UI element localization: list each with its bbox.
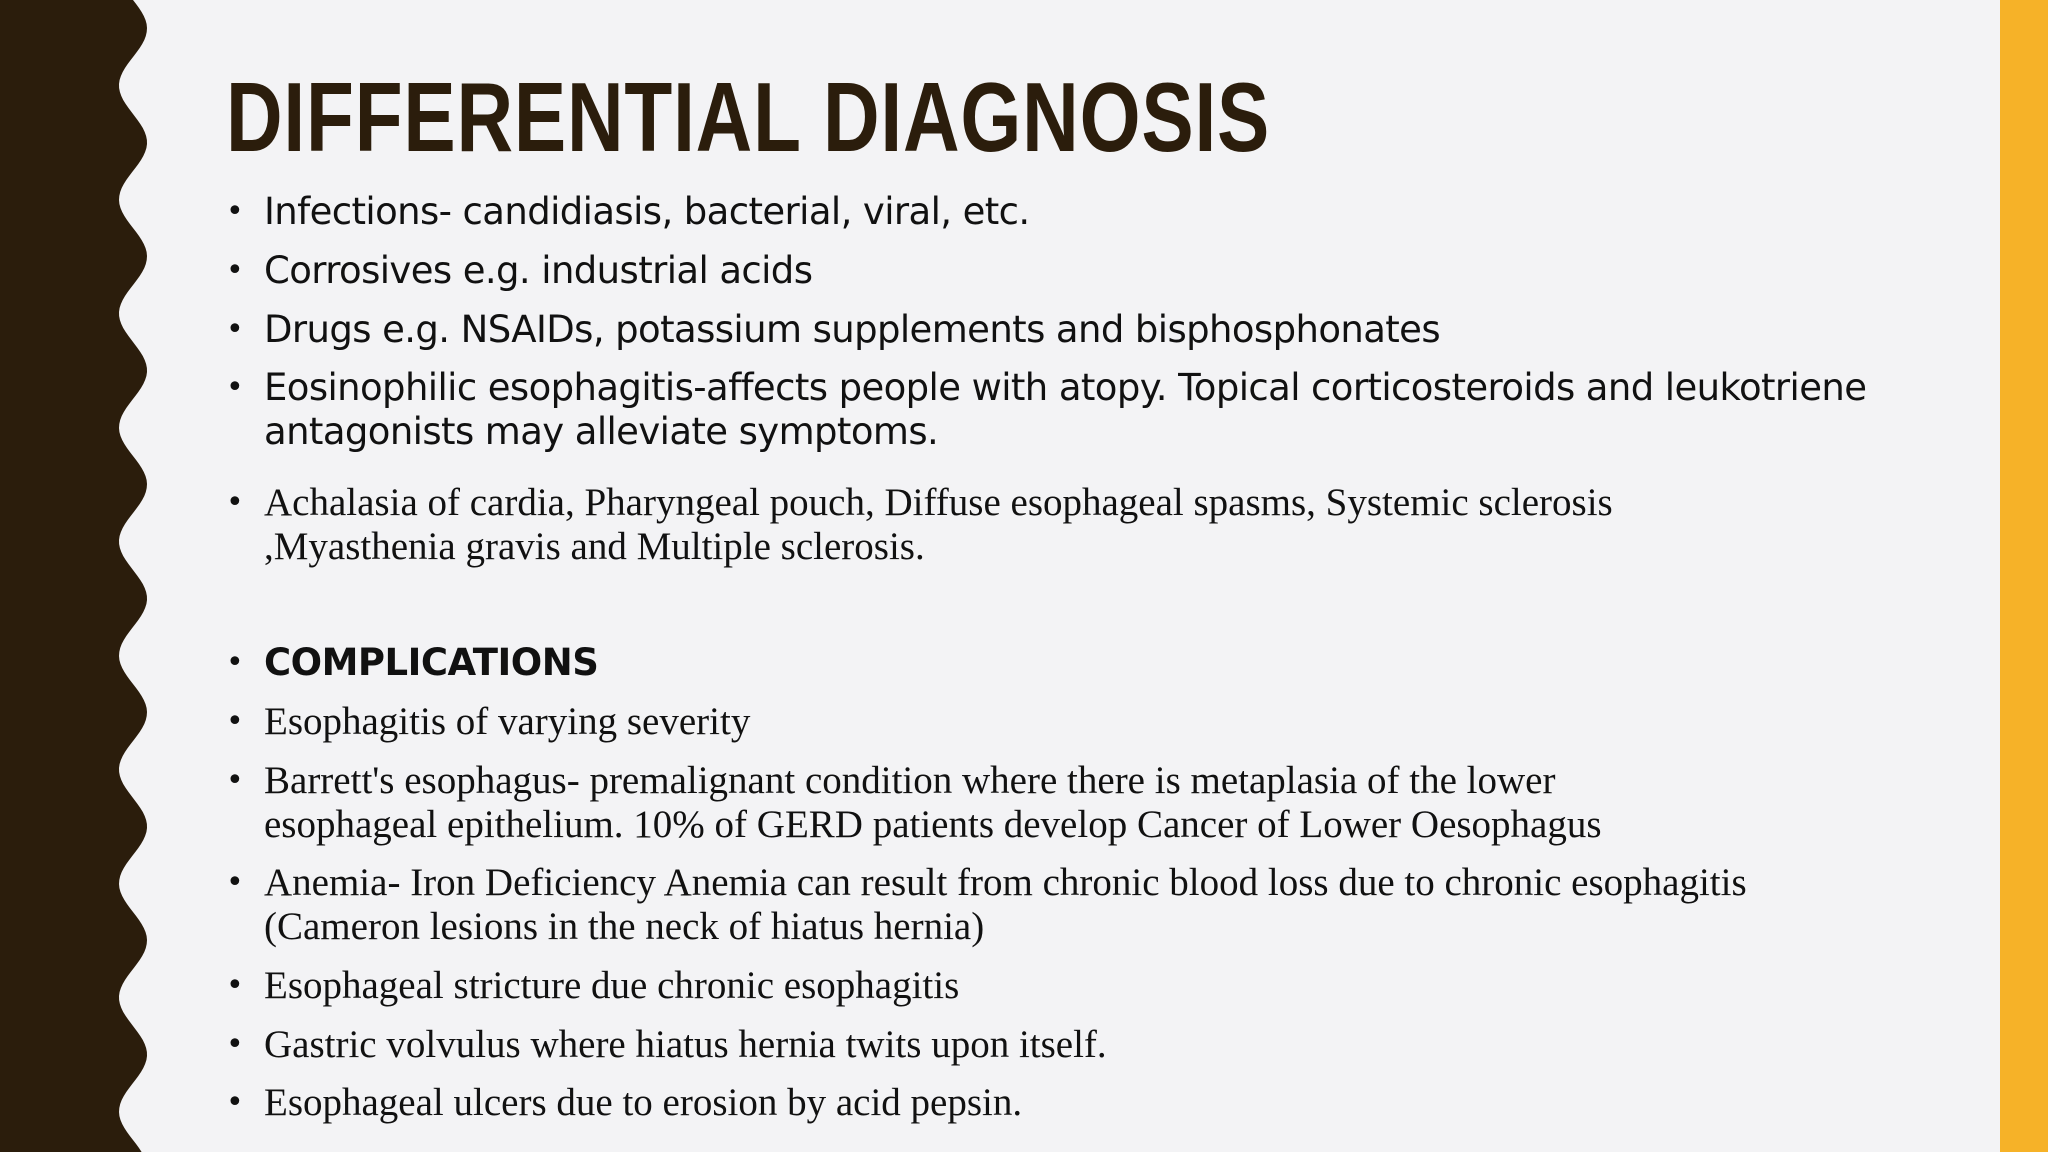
bullet-icon: •: [226, 194, 244, 229]
list-item: [226, 366, 1906, 454]
bullet-icon: •: [226, 865, 244, 900]
wavy-left-band: [0, 0, 160, 1152]
bullet-icon: •: [226, 645, 244, 680]
item-text-line-2: (Cameron lesions in the neck of hiatus hernia): [264, 905, 985, 948]
list-item: [226, 759, 1906, 847]
complications-heading: COMPLICATIONS: [264, 641, 599, 684]
item-text: Achalasia of cardia, Pharyngeal pouch, Diffuse esophageal spasms, Systemic sclerosis: [264, 481, 1613, 524]
item-text-line-2: esophageal epithelium. 10% of GERD patients develop Cancer of Lower Oesophagus: [264, 803, 1602, 846]
item-text: Drugs e.g. NSAIDs, potassium supplements and bisphosphonates: [264, 308, 1441, 351]
item-text: Gastric volvulus where hiatus hernia twits upon itself.: [264, 1023, 1107, 1066]
bullet-icon: •: [226, 312, 244, 347]
list-item: [226, 481, 1906, 569]
item-text: Anemia- Iron Deficiency Anemia can result from chronic blood loss due to chronic esophagitis: [264, 861, 1747, 904]
item-text-line-2: ,Myasthenia gravis and Multiple sclerosis.: [264, 525, 925, 568]
bullet-icon: •: [226, 968, 244, 1003]
item-text: Esophageal ulcers due to erosion by acid pepsin.: [264, 1081, 1023, 1124]
item-text-line-2: antagonists may alleviate symptoms.: [264, 410, 939, 453]
item-text: Esophageal stricture due chronic esophagitis: [264, 964, 960, 1007]
item-text: Infections- candidiasis, bacterial, viral, etc.: [264, 190, 1030, 233]
bullet-icon: •: [226, 1085, 244, 1120]
item-text: Esophagitis of varying severity: [264, 700, 751, 743]
item-text: Corrosives e.g. industrial acids: [264, 249, 813, 292]
bullet-icon: •: [226, 485, 244, 520]
bullet-icon: •: [226, 763, 244, 798]
item-text: Barrett's esophagus- premalignant condition where there is metaplasia of the lower: [264, 759, 1556, 802]
bullet-icon: •: [226, 370, 244, 405]
accent-right-bar: [2000, 0, 2048, 1152]
slide-title: DIFFERENTIAL DIAGNOSIS: [226, 62, 1271, 172]
item-text: Eosinophilic esophagitis-affects people with atopy. Topical corticosteroids and leukotriene: [264, 366, 1867, 409]
bullet-icon: •: [226, 704, 244, 739]
bullet-icon: •: [226, 1027, 244, 1062]
list-item: [226, 861, 1906, 949]
bullet-icon: •: [226, 253, 244, 288]
